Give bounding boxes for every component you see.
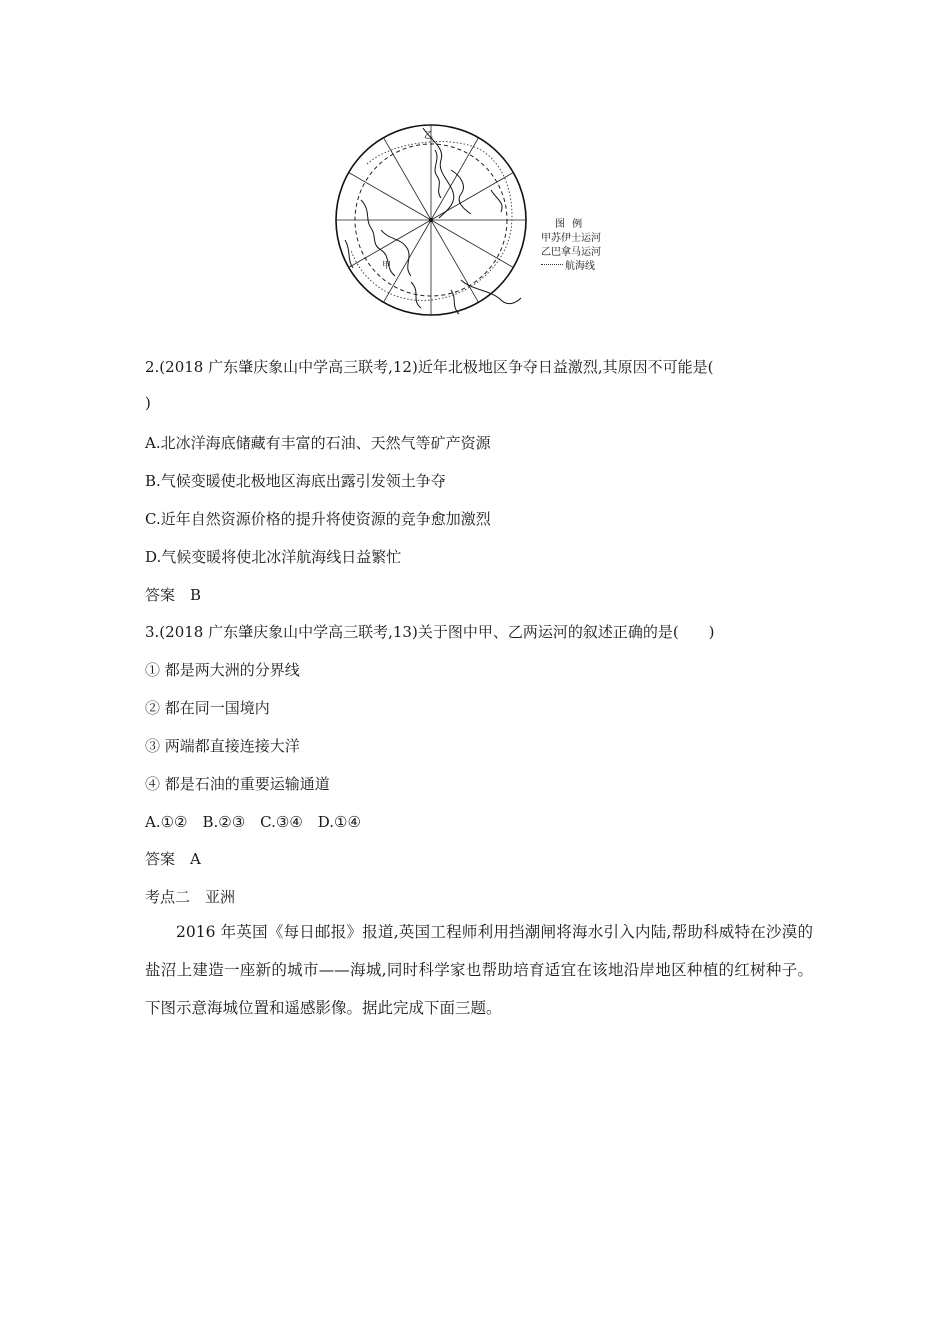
dotted-line-symbol bbox=[541, 264, 563, 265]
legend-text: 苏伊士运河 bbox=[551, 233, 601, 244]
q2-stem-close: ) bbox=[145, 394, 151, 412]
legend-item-panama bbox=[541, 246, 601, 260]
q2-answer: 答案 B bbox=[145, 586, 202, 604]
q2-option-b: B.气候变暖使北极地区海底出露引发领土争夺 bbox=[145, 472, 446, 490]
section-passage: 2016 年英国《每日邮报》报道,英国工程师利用挡潮闸将海水引入内陆,帮助科威特在沙漠的盐沼上建造一座新的城市——海城,同时科学家也帮助培育适宜在该地沿岸地区种植的红树种子。下图示意海城位置和遥感影像。据此完成下面三题。 bbox=[145, 923, 813, 1017]
legend-title: 图 例 bbox=[555, 219, 585, 230]
q3-answer: 答案 A bbox=[145, 850, 201, 868]
q3-statement-3: ③ 两端都直接连接大洋 bbox=[145, 737, 300, 755]
legend-text: 航海线 bbox=[565, 261, 595, 272]
map-legend bbox=[541, 218, 601, 274]
legend-text: 巴拿马运河 bbox=[551, 247, 601, 258]
legend-key: 乙 bbox=[541, 247, 551, 258]
section-heading: 考点二 亚洲 bbox=[145, 888, 236, 906]
legend-key: 甲 bbox=[541, 233, 551, 244]
q2-option-c: C.近年自然资源价格的提升将使资源的竞争愈加激烈 bbox=[145, 510, 491, 528]
q2-option-a: A.北冰洋海底储藏有丰富的石油、天然气等矿产资源 bbox=[145, 434, 491, 452]
map-label-yi: 乙 bbox=[424, 131, 434, 141]
q3-stem: 3.(2018 广东肇庆象山中学高三联考,13)关于图中甲、乙两运河的叙述正确的是( ) bbox=[145, 623, 715, 641]
q3-statement-1: ① 都是两大洲的分界线 bbox=[145, 661, 300, 679]
legend-item-suez bbox=[541, 232, 601, 246]
q2-stem: 2.(2018 广东肇庆象山中学高三联考,12)近年北极地区争夺日益激烈,其原因不可能是( bbox=[145, 358, 714, 376]
q3-statement-2: ② 都在同一国境内 bbox=[145, 699, 270, 717]
q2-option-d: D.气候变暖将使北冰洋航海线日益繁忙 bbox=[145, 548, 402, 566]
map-label-jia: 甲 bbox=[382, 261, 392, 271]
legend-item-route bbox=[541, 260, 601, 274]
q3-statement-4: ④ 都是石油的重要运输通道 bbox=[145, 775, 330, 793]
q3-options: A.①② B.②③ C.③④ D.①④ bbox=[145, 813, 361, 831]
